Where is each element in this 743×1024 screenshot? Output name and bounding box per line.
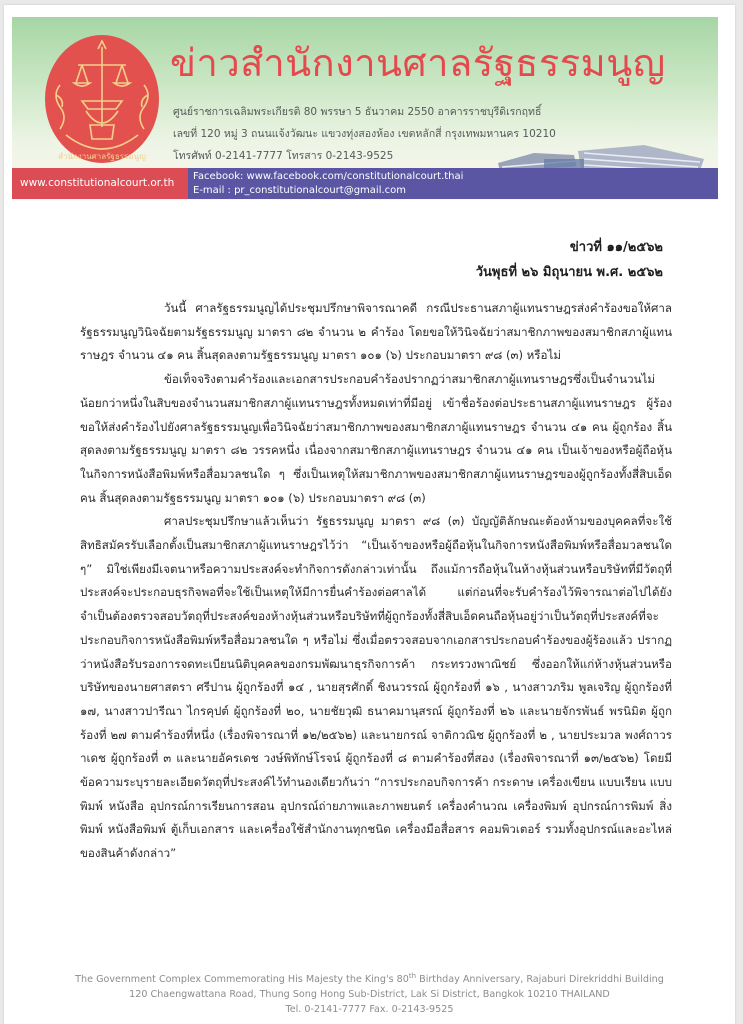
paragraph: ข้อเท็จจริงตามคำร้องและเอกสารประกอบคำร้องปรากฏว่าสมาชิกสภาผู้แทนราษฎรซึ่งเป็นจำนวนไม่น้อยกว่าหนึ่งในสิบของจำนวนสมาชิกสภาผู้แทนราษฎรทั้งหมดเท่าที่มีอยู่ เข้าชื่อร้องต่อประธานสภาผู้แทนราษฎร ผู้ร้อง ขอให้ส่งคำร้องไปยังศาลรัฐธรรมนูญเพื่อวินิจฉัยว่าสมาชิกภาพของสมาชิกสภาผู้แทนราษฎร จำนวน ๔๑ คน ผู้ถูกร้อง สิ้นสุดลงตามรัฐธรรมนูญ มาตรา ๘๒ วรรคหนึ่ง เนื่องจากสมาชิกสภาผู้แทนราษฎร จำนวน ๔๑ คน เป็นเจ้าของหรือผู้ถือหุ้นในกิจการหนังสือพิมพ์หรือสื่อมวลชนใด ๆ ซึ่งเป็นเหตุให้สมาชิกภาพของสมาชิกสภาผู้แทนราษฎรของผู้ถูกร้องทั้งสี่สิบเอ็ดคน สิ้นสุดลงตามรัฐธรรมนูญ มาตรา ๑๐๑ (๖) ประกอบมาตรา ๙๘ (๓) [80, 372, 672, 505]
document-page [4, 5, 735, 1024]
contact-bar [188, 168, 718, 199]
letterhead-banner [12, 17, 718, 200]
news-date: วันพุธที่ ๒๖ มิถุนายน พ.ศ. ๒๕๖๒ [475, 265, 663, 280]
news-body [80, 297, 672, 866]
banner-title: ข่าวสำนักงานศาลรัฐธรรมนูญ [170, 41, 666, 85]
footer-ordinal: th [408, 972, 417, 980]
email-link[interactable]: E-mail : pr_constitutionalcourt@gmail.com [193, 184, 407, 196]
phone-line: โทรศัพท์ 0-2141-7777 โทรสาร 0-2143-9525 [173, 150, 394, 162]
website-link[interactable]: www.constitutionalcourt.or.th [12, 168, 188, 199]
paragraph: วันนี้ ศาลรัฐธรรมนูญได้ประชุมปรึกษาพิจารณาคดี กรณีประธานสภาผู้แทนราษฎรส่งคำร้องขอให้ศาลรัฐธรรมนูญวินิจฉัยตามรัฐธรรมนูญ มาตรา ๘๒ จำนวน ๒ คำร้อง โดยขอให้วินิจฉัยว่าสมาชิกภาพของสมาชิกสภาผู้แทนราษฎร จำนวน ๔๑ คน สิ้นสุดลงตามรัฐธรรมนูญ มาตรา ๑๐๑ (๖) ประกอบมาตรา ๙๘ (๓) หรือไม่ [80, 301, 672, 363]
facebook-link[interactable]: Facebook: www.facebook.com/constitutionalcourt.thai [193, 171, 464, 182]
footer-building-text: The Government Complex Commemorating His Majesty the King's 80 [75, 974, 409, 986]
address-line: ศูนย์ราชการเฉลิมพระเกียรติ 80 พรรษา 5 ธันวาคม 2550 อาคารราชบุรีดิเรกฤทธิ์ [173, 106, 542, 118]
address-line: เลขที่ 120 หมู่ 3 ถนนแจ้งวัฒนะ แขวงทุ่งสองห้อง เขตหลักสี่ กรุงเทพมหานคร 10210 [173, 128, 556, 140]
footer-building-name: Birthday Anniversary, Rajaburi Direkriddhi Building [416, 974, 664, 986]
seal-caption: สำนักงานศาลรัฐธรรมนูญ [58, 152, 146, 161]
constitutional-court-seal-icon [42, 35, 162, 169]
paragraph: ศาลประชุมปรึกษาแล้วเห็นว่า รัฐธรรมนูญ มาตรา ๙๘ (๓) บัญญัติลักษณะต้องห้ามของบุคคลที่จะใช้สิทธิสมัครรับเลือกตั้งเป็นสมาชิกสภาผู้แทนราษฎรไว้ว่า “เป็นเจ้าของหรือผู้ถือหุ้นในกิจการหนังสือพิมพ์หรือสื่อมวลชนใด ๆ” มิใช่เพียงมีเจตนาหรือความประสงค์จะทำกิจการดังกล่าวเท่านั้น ถึงแม้การถือหุ้นในห้างหุ้นส่วนหรือบริษัทที่มีวัตถุที่ประสงค์จะประกอบธุรกิจพอที่จะใช้เป็นเหตุให้มีการยื่นคำร้องต่อศาลได้ แต่ก่อนที่จะรับคำร้องไว้พิจารณาต่อไปได้ยังจำเป็นต้องตรวจสอบวัตถุที่ประสงค์ของห้างหุ้นส่วนหรือบริษัทที่ผู้ถูกร้องทั้งสี่สิบเอ็ดคนถือหุ้นอยู่ว่าเป็นวัตถุที่ประสงค์ที่จะประกอบกิจการหนังสือพิมพ์หรือสื่อมวลชนใด ๆ หรือไม่ ซึ่งเมื่อตรวจสอบจากเอกสารประกอบคำร้องของผู้ร้องแล้ว ปรากฏว่าหนังสือรับรองการจดทะเบียนนิติบุคคลของกรมพัฒนาธุรกิจการค้า กระทรวงพาณิชย์ ซึ่งออกให้แก่ห้างหุ้นส่วนหรือบริษัทของนายศาสตรา ศรีปาน ผู้ถูกร้องที่ ๑๔ , นายสุรศักดิ์ ชิงนวรรณ์ ผู้ถูกร้องที่ ๑๖ , นางสาวภริม พูลเจริญ ผู้ถูกร้องที่ ๑๗, นางสาวปารีณา ไกรคุปต์ ผู้ถูกร้องที่ ๒๐, นายชัยวุฒิ ธนาคมานุสรณ์ ผู้ถูกร้องที่ ๒๖ และนายจักรพันธ์ พรนิมิต ผู้ถูกร้องที่ ๒๗ ตามคำร้องที่หนึ่ง (เรื่องพิจารณาที่ ๑๒/๒๕๖๒) และนายกรณ์ จาติกวณิช ผู้ถูกร้องที่ ๒ , นายประมวล พงศ์ถาวราเดช ผู้ถูกร้องที่ ๓ และนายอัครเดช วงษ์พิทักษ์โรจน์ ผู้ถูกร้องที่ ๘ ตามคำร้องที่สอง (เรื่องพิจารณาที่ ๑๓/๒๕๖๒) โดยมีข้อความระบุรายละเอียดวัตถุที่ประสงค์ไว้ทำนองเดียวกันว่า “การประกอบกิจการค้า กระดาษ เครื่องเขียน แบบเรียน แบบพิมพ์ หนังสือ อุปกรณ์การเรียนการสอน อุปกรณ์ถ่ายภาพและภาพยนตร์ เครื่องคำนวณ เครื่องพิมพ์ อุปกรณ์การพิมพ์ สิ่งพิมพ์ หนังสือพิมพ์ ตู้เก็บเอกสาร และเครื่องใช้สำนักงานทุกชนิด เครื่องมือสื่อสาร คอมพิวเตอร์ รวมทั้งอุปกรณ์และอะไหล่ของสินค้าดังกล่าว” [80, 514, 672, 861]
footer-line-building [4, 969, 735, 987]
footer-line-contact: Tel. 0-2141-7777 Fax. 0-2143-9525 [285, 1004, 454, 1016]
news-number: ข่าวที่ ๑๑/๒๕๖๒ [569, 240, 663, 255]
footer-address [4, 969, 735, 1017]
footer-line-street: 120 Chaengwattana Road, Thung Song Hong Sub-District, Lak Si District, Bangkok 10210 THAILAND [129, 989, 610, 1001]
news-meta [476, 235, 663, 285]
